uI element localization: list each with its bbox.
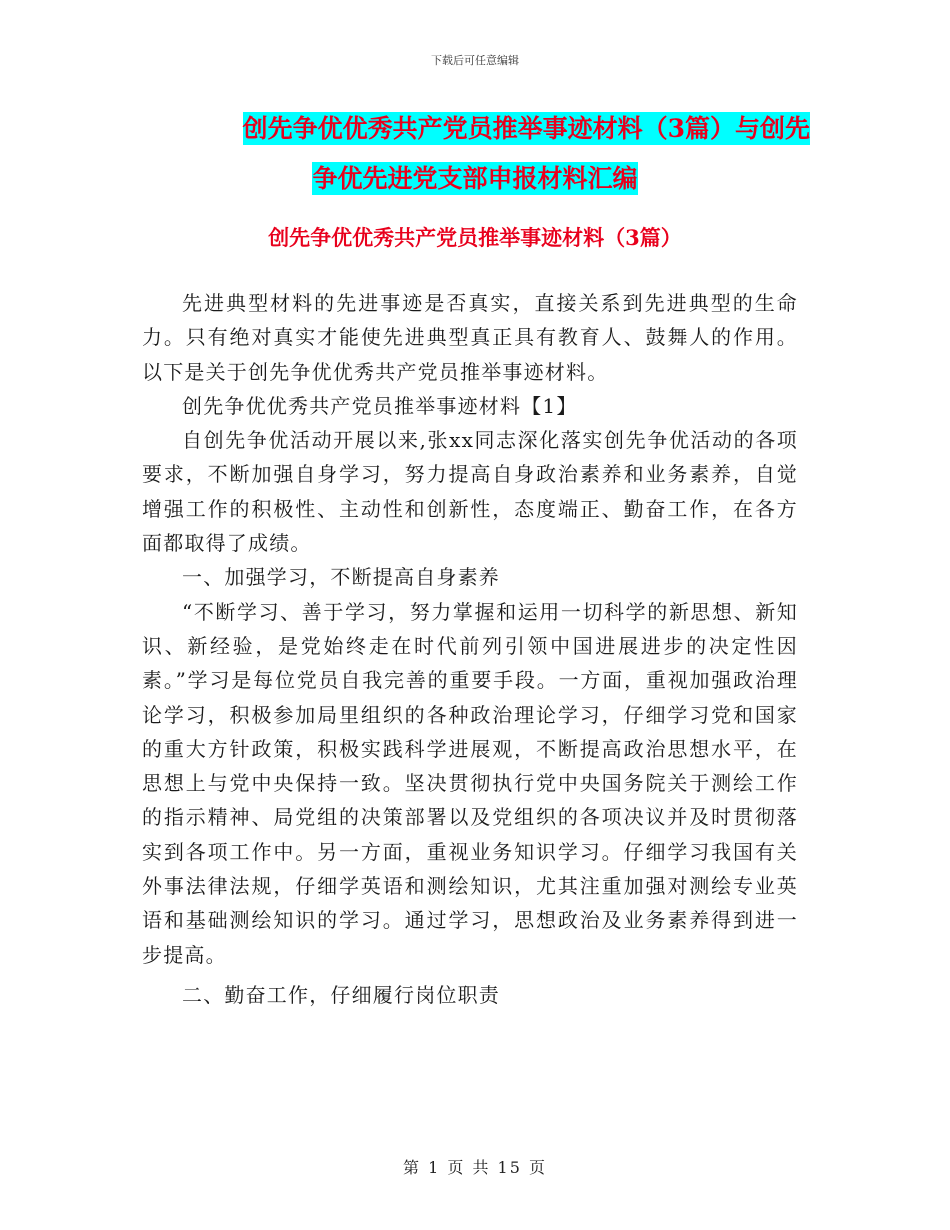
title-line-2: 争优先进党支部申报材料汇编	[312, 164, 638, 193]
section-title: 创先争优优秀共产党员推举事迹材料（3篇）	[268, 225, 682, 250]
paragraph-subheading: 创先争优优秀共产党员推举事迹材料【1】	[182, 393, 578, 418]
paragraph-heading-1: 一、加强学习，不断提高自身素养	[182, 565, 500, 590]
body-text	[142, 286, 798, 1012]
title-line-1: 创先争优优秀共产党员推举事迹材料（3篇）与创先	[242, 114, 810, 143]
paragraph-intro: 先进典型材料的先进事迹是否真实，直接关系到先进典型的生命力。只有绝对真实才能使先进典型真正具有教育人、鼓舞人的作用。以下是关于创先争优优秀共产党员推举事迹材料。	[142, 291, 798, 384]
paragraph-heading-2: 二、勤奋工作，仔细履行岗位职责	[182, 982, 500, 1007]
document-title	[140, 104, 810, 204]
header-note: 下载后可任意编辑	[431, 54, 519, 67]
page-number: 第 1 页 共 15 页	[403, 1158, 547, 1177]
paragraph-summary: 自创先争优活动开展以来,张xx同志深化落实创先争优活动的各项要求，不断加强自身学习，努力提高自身政治素养和业务素养，自觉增强工作的积极性、主动性和创新性，态度端正、勤奋工作，在各方面都取得了成绩。	[142, 428, 798, 556]
paragraph-study: “不断学习、善于学习，努力掌握和运用一切科学的新思想、新知识、新经验，是党始终走在时代前列引领中国进展进步的决定性因素。”学习是每位党员自我完善的重要手段。一方面，重视加强政治理论学习，积极参加局里组织的各种政治理论学习，仔细学习党和国家的重大方针政策，积极实践科学进展观，不断提高政治思想水平，在思想上与党中央保持一致。坚决贯彻执行党中央国务院关于测绘工作的指示精神、局党组的决策部署以及党组织的各项决议并及时贯彻落实到各项工作中。另一方面，重视业务知识学习。仔细学习我国有关外事法律法规，仔细学英语和测绘知识，尤其注重加强对测绘专业英语和基础测绘知识的学习。通过学习，思想政治及业务素养得到进一步提高。	[142, 599, 798, 967]
